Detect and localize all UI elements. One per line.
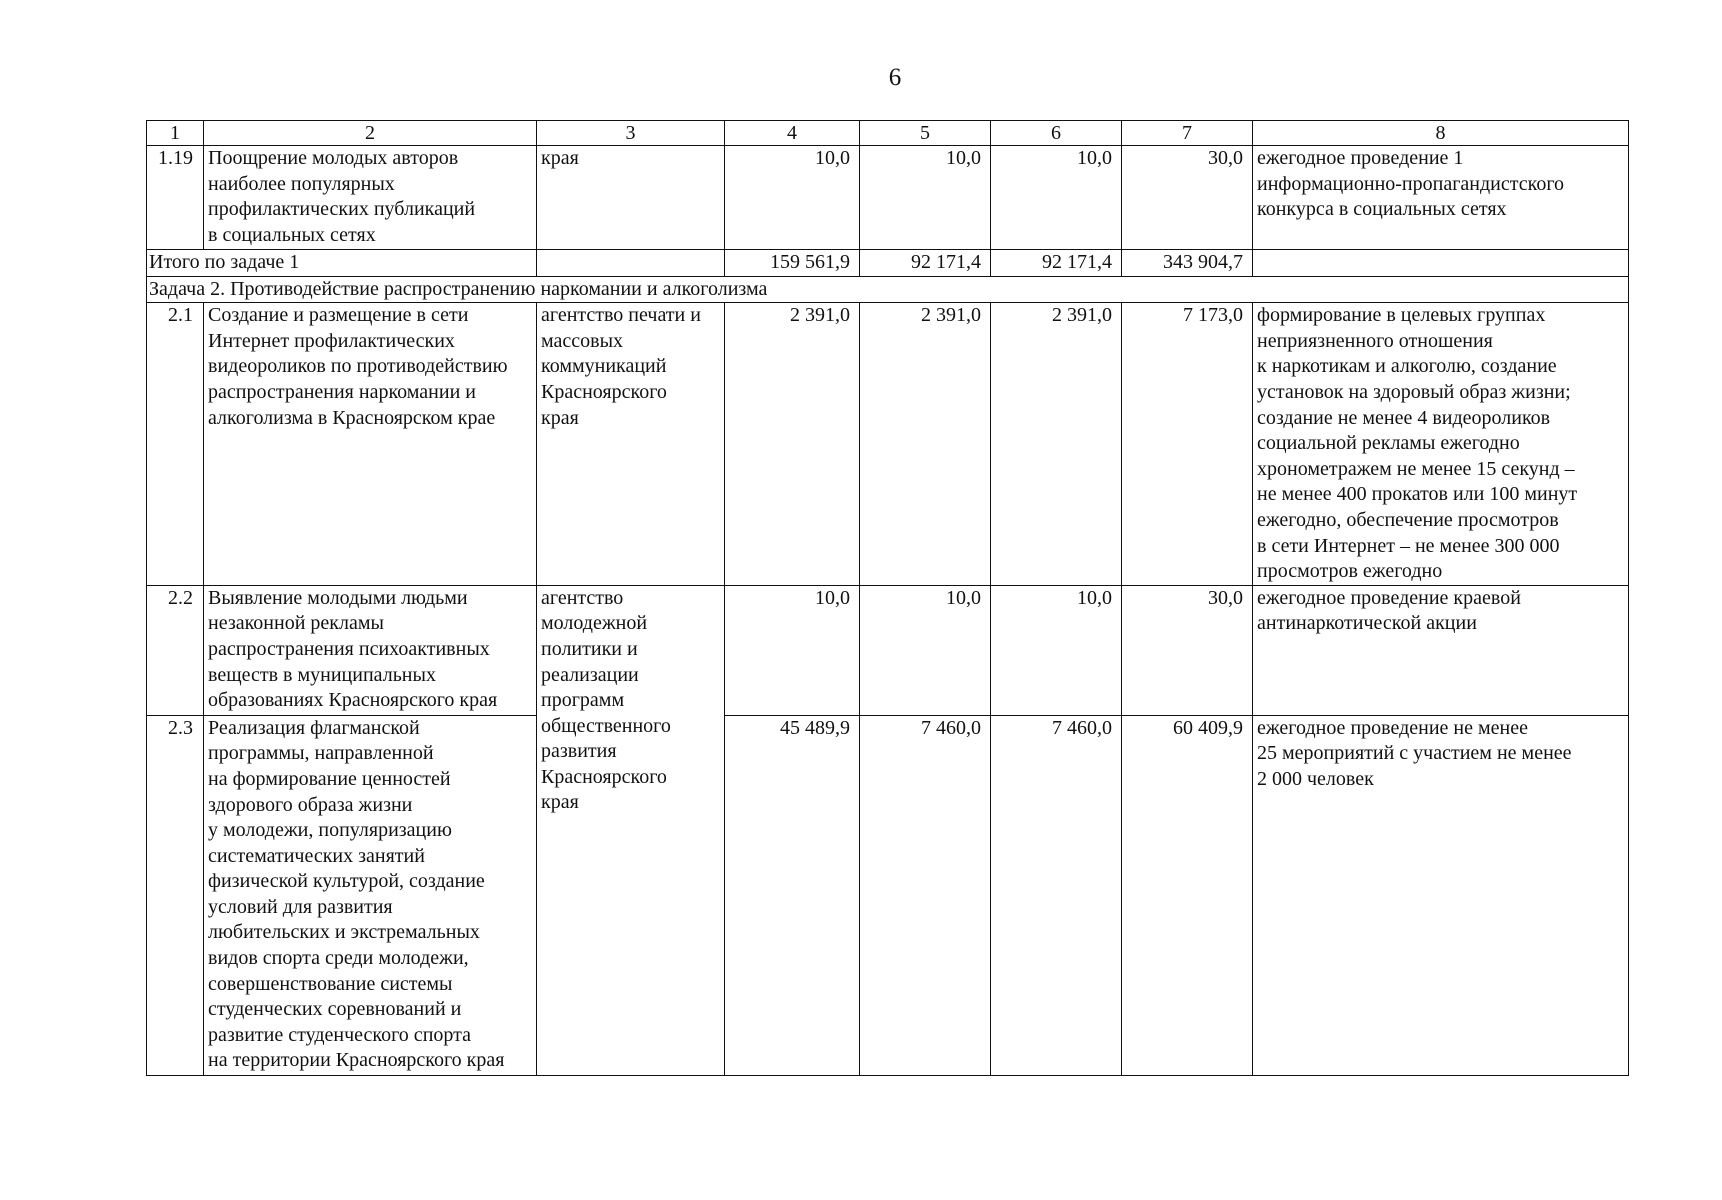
executor-shared: агентство молодежной политики и реализации программ общественного развития Красноярского края: [537, 585, 725, 1075]
total-col-6: 92 171,4: [991, 250, 1122, 277]
header-col-6: 6: [991, 121, 1122, 146]
measure-name: Реализация флагманской программы, направленной на формирование ценностей здорового образа жизни у молодежи, популяризацию систематических занятий физической культурой, создание условий для развития любительских и экстремальных видов спорта среди молодежи, совершенствование системы студенческих соревнований и развитие студенческого спорта на территории Красноярского края: [204, 715, 537, 1075]
header-col-8: 8: [1253, 121, 1629, 146]
value-col-7: 60 409,9: [1122, 715, 1253, 1075]
value-col-7: 30,0: [1122, 585, 1253, 715]
table-row-2-3: [147, 715, 1629, 1075]
total-empty-cell: [537, 250, 725, 277]
row-number: 1.19: [147, 146, 204, 250]
program-table: [146, 120, 1629, 1076]
value-col-5: 7 460,0: [860, 715, 991, 1075]
header-col-2: 2: [204, 121, 537, 146]
expected-result: ежегодное проведение 1 информационно-пропагандистского конкурса в социальных сетях: [1253, 146, 1629, 250]
table-row-2-1: [147, 303, 1629, 586]
table-row-1-19: [147, 146, 1629, 250]
executor: края: [537, 146, 725, 250]
value-col-6: 7 460,0: [991, 715, 1122, 1075]
table-row-2-2: [147, 585, 1629, 715]
value-col-4: 10,0: [725, 585, 860, 715]
executor: агентство печати и массовых коммуникаций Красноярского края: [537, 303, 725, 586]
total-col-7: 343 904,7: [1122, 250, 1253, 277]
expected-result: ежегодное проведение не менее 25 мероприятий с участием не менее 2 000 человек: [1253, 715, 1629, 1075]
value-col-6: 10,0: [991, 585, 1122, 715]
value-col-5: 10,0: [860, 146, 991, 250]
total-col-4: 159 561,9: [725, 250, 860, 277]
header-col-1: 1: [147, 121, 204, 146]
row-number: 2.1: [147, 303, 204, 586]
header-col-5: 5: [860, 121, 991, 146]
task-2-heading-row: [147, 276, 1629, 303]
task-2-title: Задача 2. Противодействие распространению наркомании и алкоголизма: [147, 276, 1629, 303]
value-col-7: 30,0: [1122, 146, 1253, 250]
measure-name: Выявление молодыми людьми незаконной рекламы распространения психоактивных веществ в муниципальных образованиях Красноярского края: [204, 585, 537, 715]
value-col-4: 45 489,9: [725, 715, 860, 1075]
value-col-4: 2 391,0: [725, 303, 860, 586]
total-label: Итого по задаче 1: [147, 250, 537, 277]
header-col-3: 3: [537, 121, 725, 146]
total-result-cell: [1253, 250, 1629, 277]
total-row-task-1: [147, 250, 1629, 277]
expected-result: ежегодное проведение краевой антинаркотической акции: [1253, 585, 1629, 715]
value-col-5: 10,0: [860, 585, 991, 715]
header-row: [147, 121, 1629, 146]
value-col-7: 7 173,0: [1122, 303, 1253, 586]
row-number: 2.2: [147, 585, 204, 715]
header-col-4: 4: [725, 121, 860, 146]
total-col-5: 92 171,4: [860, 250, 991, 277]
page-number: 6: [888, 64, 902, 91]
expected-result: формирование в целевых группах неприязненного отношения к наркотикам и алкоголю, создание установок на здоровый образ жизни; создание не менее 4 видеороликов социальной рекламы ежегодно хронометражем не менее 15 секунд – не менее 400 прокатов или 100 минут ежегодно, обеспечение просмотров в сети Интернет – не менее 300 000 просмотров ежегодно: [1253, 303, 1629, 586]
value-col-6: 10,0: [991, 146, 1122, 250]
value-col-4: 10,0: [725, 146, 860, 250]
header-col-7: 7: [1122, 121, 1253, 146]
measure-name: Поощрение молодых авторов наиболее популярных профилактических публикаций в социальных сетях: [204, 146, 537, 250]
value-col-5: 2 391,0: [860, 303, 991, 586]
measure-name: Создание и размещение в сети Интернет профилактических видеороликов по противодействию распространения наркомании и алкоголизма в Красноярском крае: [204, 303, 537, 586]
row-number: 2.3: [147, 715, 204, 1075]
value-col-6: 2 391,0: [991, 303, 1122, 586]
